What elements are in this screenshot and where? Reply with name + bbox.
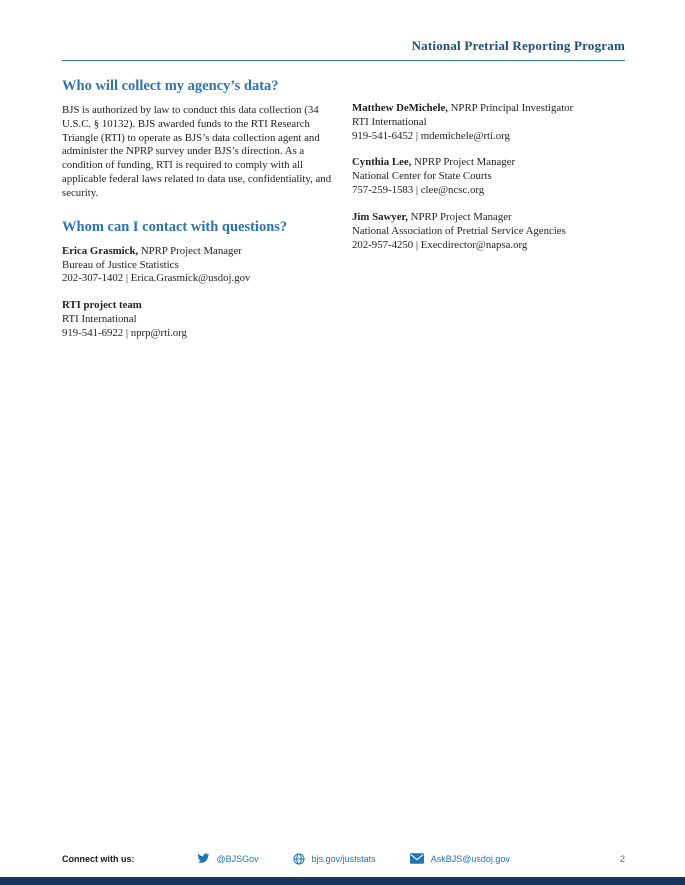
twitter-handle: @BJSGov bbox=[216, 853, 259, 864]
contact-name: Jim Sawyer, bbox=[352, 210, 408, 223]
section-heading-contact: Whom can I contact with questions? bbox=[62, 219, 288, 236]
page-header bbox=[0, 0, 685, 61]
email-address: AskBJS@usdoj.gov bbox=[430, 853, 510, 864]
contact-org: RTI International bbox=[62, 313, 137, 326]
contact-role: NPRP Project Manager bbox=[407, 210, 512, 223]
contact-phone-email: 202-307-1402 | Erica.Grasmick@usdoj.gov bbox=[62, 272, 251, 285]
contact-org: National Association of Pretrial Service Agencies bbox=[352, 224, 566, 237]
website-url: bjs.gov/juststats bbox=[311, 853, 376, 864]
contact-name: Matthew DeMichele, bbox=[352, 102, 448, 114]
collect-body-paragraph: BJS is authorized by law to conduct this data collection (34 U.S.C. § 10132). BJS awarded funds to the RTI Research Triangle (RTI) to operate as BJS’s data collection agent and administer the NPRP survey under BJS’s direction. As a condition of funding, RTI is required to comply with all applicable federal laws related to data use, confidentiality, and security. bbox=[62, 103, 332, 200]
contact-card-jim-sawyer bbox=[352, 211, 625, 252]
page-header-title: National Pretrial Reporting Program bbox=[411, 38, 625, 53]
website-link[interactable] bbox=[293, 852, 376, 865]
page-footer bbox=[62, 852, 625, 865]
connect-with-us-label: Connect with us: bbox=[62, 853, 135, 864]
contact-role: NPRP Principal Investigator bbox=[447, 102, 574, 114]
contact-name: Erica Grasmick, bbox=[62, 244, 139, 257]
contact-org: National Center for State Courts bbox=[352, 170, 492, 183]
contact-org: RTI International bbox=[352, 115, 427, 128]
contact-card-matthew-demichele bbox=[352, 102, 625, 143]
right-column bbox=[352, 78, 625, 354]
email-link[interactable] bbox=[410, 852, 510, 865]
contact-name-line bbox=[352, 211, 625, 225]
left-column bbox=[62, 78, 334, 354]
contact-card-erica-grasmick bbox=[62, 245, 334, 286]
contact-phone-email: 919-541-6922 | nprp@rti.org bbox=[62, 326, 187, 339]
contact-phone-email: 757-259-1583 | clee@ncsc.org bbox=[352, 184, 485, 197]
contact-role: NPRP Project Manager bbox=[138, 244, 242, 257]
page-number: 2 bbox=[619, 853, 625, 864]
contact-name-line bbox=[62, 245, 334, 259]
contact-card-cynthia-lee bbox=[352, 156, 625, 197]
twitter-link[interactable] bbox=[197, 852, 259, 865]
contact-phone-email: 919-541-6452 | mdemichele@rti.org bbox=[352, 129, 510, 142]
twitter-icon bbox=[197, 852, 210, 865]
globe-icon bbox=[293, 853, 305, 865]
contact-name: RTI project team bbox=[62, 299, 142, 312]
contact-name-line bbox=[352, 156, 625, 170]
contact-org: Bureau of Justice Statistics bbox=[62, 258, 179, 271]
bottom-navy-band bbox=[0, 877, 685, 885]
content-columns bbox=[0, 61, 685, 354]
envelope-icon bbox=[410, 853, 424, 864]
contact-phone-email: 202-957-4250 | Execdirector@napsa.org bbox=[352, 238, 528, 251]
contact-role: NPRP Project Manager bbox=[411, 156, 516, 169]
footer-links bbox=[197, 852, 510, 865]
contact-card-rti-project-team bbox=[62, 299, 334, 340]
contact-name-line bbox=[62, 299, 334, 313]
contact-name: Cynthia Lee, bbox=[352, 156, 412, 169]
contact-name-line bbox=[352, 102, 625, 116]
section-heading-collect: Who will collect my agency’s data? bbox=[62, 78, 279, 94]
